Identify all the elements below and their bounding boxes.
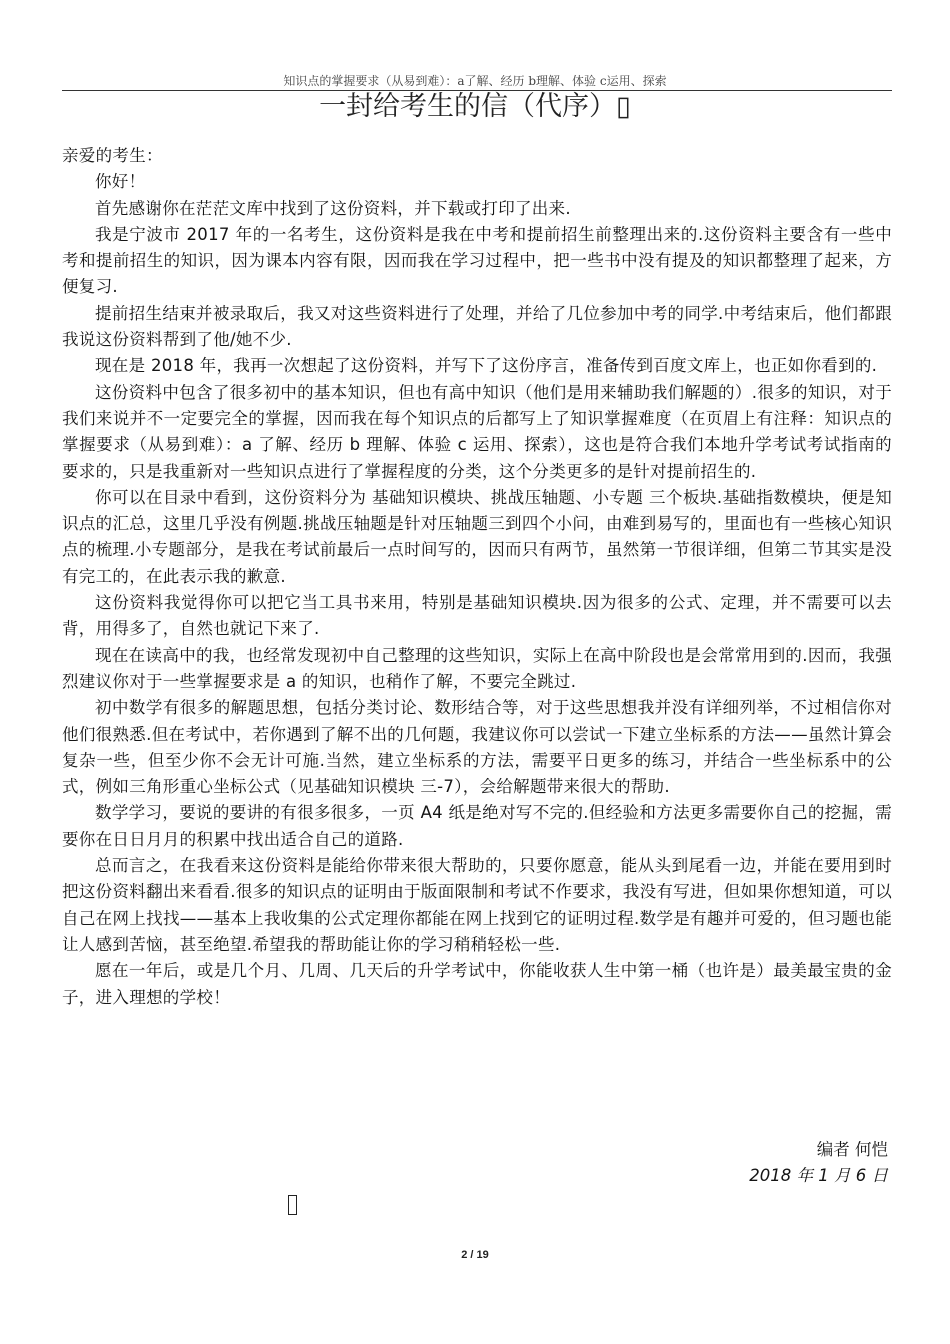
letter-date: 2018 年 1 月 6 日 <box>749 1166 888 1185</box>
letter-paragraph: 愿在一年后，或是几个月、几周、几天后的升学考试中，你能收获人生中第一桶（也许是）最美最宝贵的金子，进入理想的学校！ <box>62 961 892 1007</box>
letter-paragraph: 你好！ <box>95 172 146 192</box>
header-annotation: 知识点的掌握要求（从易到难）：a了解、经历 b理解、体验 c运用、探索 <box>283 74 667 88</box>
letter-paragraph: 初中数学有很多的解题思想，包括分类讨论、数形结合等，对于这些思想我并没有详细列举，不过相信你对他们很熟悉.但在考试中，若你遇到了解不出的几何题，我建议你可以尝试一下建立坐标系的方法——虽然计算会复杂一些，但至少你不会无计可施.当然，建立坐标系的方法，需要平日更多的练习，并结合一些坐标系中的公式，例如三角形重心坐标公式（见基础知识模块 三-7），会给解题带来很大的帮助. <box>62 698 892 797</box>
letter-paragraph: 提前招生结束并被录取后，我又对这些资料进行了处理，并给了几位参加中考的同学.中考结束后，他们都跟我说这份资料帮到了他/她不少. <box>62 303 892 350</box>
letter-paragraph: 数学学习，要说的要讲的有很多很多，一页 A4 纸是绝对写不完的.但经验和方法更多需要你自己的挖掘，需要你在日日月月的积累中找出适合自己的道路. <box>62 803 892 849</box>
letter-paragraph: 首先感谢你在茫茫文库中找到了这份资料，并下载或打印了出来. <box>95 198 571 218</box>
letter-paragraph: 我是宁波市 2017 年的一名考生，这份资料是我在中考和提前招生前整理出来的.这份资料主要含有一些中考和提前招生的知识，因为课本内容有限，因而我在学习过程中，把一些书中没有提及的知识都整理了起来，方便复习. <box>62 224 892 297</box>
letter-signature: 编者 何恺 <box>816 1140 888 1159</box>
letter-paragraph: 这份资料中包含了很多初中的基本知识，但也有高中知识（他们是用来辅助我们解题的）.很多的知识，对于我们来说并不一定要完全的掌握，因而我在每个知识点的后都写上了知识掌握难度（在页眉上有注释：知识点的掌握要求（从易到难）：a 了解、经历 b 理解、体验 c 运用、探索），这也是符合我们本地升学考试考试指南的要求的，只是我重新对一些知识点进行了掌握程度的分类，这个分类更多的是针对提前招生的. <box>62 382 892 481</box>
letter-body <box>62 143 892 1011</box>
letter-paragraph: 你可以在目录中看到，这份资料分为 基础知识模块、挑战压轴题、小专题 三个板块.基础指数模块，便是知识点的汇总，这里几乎没有例题.挑战压轴题是针对压轴题三到四个小问，由难到易写的，里面也有一些核心知识点的梳理.小专题部分，是我在考试前最后一点时间写的，因而只有两节，虽然第一节很详细，但第二节其实是没有完工的，在此表示我的歉意. <box>62 487 892 586</box>
letter-paragraph: 这份资料我觉得你可以把它当工具书来用，特别是基础知识模块.因为很多的公式、定理，并不需要可以去背，用得多了，自然也就记下来了. <box>62 593 892 639</box>
page-number: 2 / 19 <box>461 1249 489 1261</box>
letter-paragraph: 总而言之，在我看来这份资料是能给你带来很大帮助的，只要你愿意，能从头到尾看一边，并能在要用到时把这份资料翻出来看看.很多的知识点的证明由于版面限制和考试不作要求，我没有写进，但如果你想知道，可以自己在网上找找——基本上我收集的公式定理你都能在网上找到它的证明过程.数学是有趣并可爱的，但习题也能让人感到苦恼，甚至绝望.希望我的帮助能让你的学习稍稍轻松一些. <box>62 856 892 954</box>
document-title: 一封给考生的信（代序）▯ <box>319 91 631 122</box>
letter-paragraph: 现在是 2018 年，我再一次想起了这份资料，并写下了这份序言，准备传到百度文库上，也正如你看到的. <box>95 356 878 376</box>
missing-glyph-box <box>288 1195 297 1215</box>
letter-paragraph: 现在在读高中的我，也经常发现初中自己整理的这些知识，实际上在高中阶段也是会常常用到的.因而，我强烈建议你对于一些掌握要求是 a 的知识，也稍作了解，不要完全跳过. <box>62 645 892 691</box>
letter-salutation: 亲爱的考生： <box>62 146 163 165</box>
